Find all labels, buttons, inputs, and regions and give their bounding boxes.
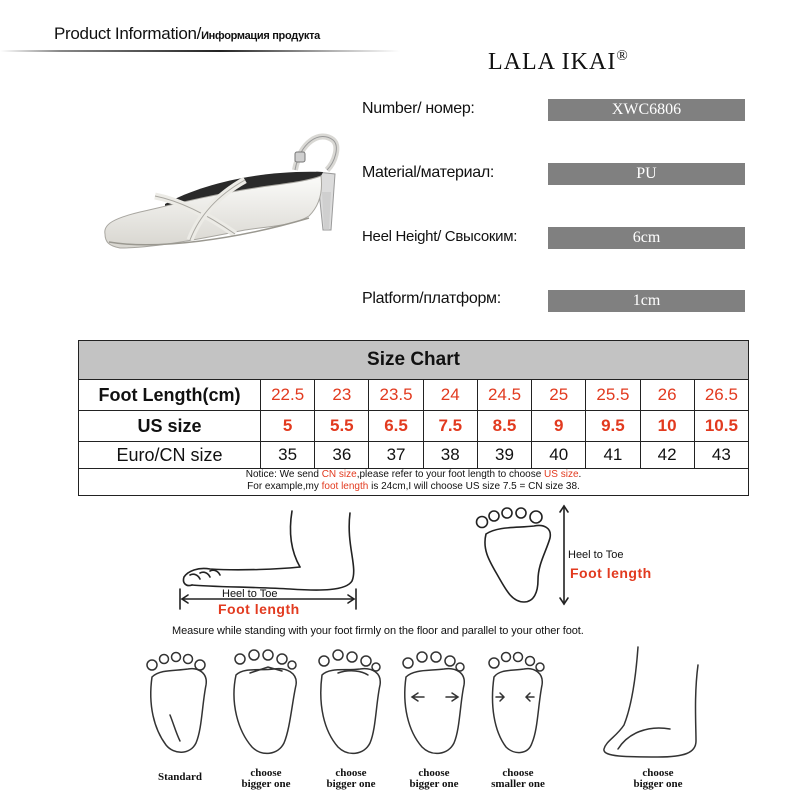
euro-size-label: Euro/CN size	[79, 442, 261, 468]
platform-value: 1cm	[548, 290, 745, 312]
us-size-cell: 8.5	[478, 411, 532, 441]
foot-narrow	[489, 653, 544, 753]
size-chart-title: Size Chart	[79, 341, 748, 380]
euro-size-cell: 39	[478, 442, 532, 468]
foot-flat	[403, 652, 464, 753]
number-label: Number/ номер:	[362, 100, 475, 117]
euro-size-cell: 37	[369, 442, 423, 468]
foot-length-cell: 24.5	[478, 380, 532, 410]
measure-instruction: Measure while standing with your foot firmly on the floor and parallel to your other foot.	[172, 625, 584, 637]
foot-length-row	[79, 380, 748, 411]
foot-length-caption-left: Foot length	[218, 601, 300, 617]
euro-size-row	[79, 442, 748, 469]
caption-choose-smaller: choose smaller one	[491, 767, 545, 790]
us-size-cell: 9	[532, 411, 586, 441]
foot-types-illustration	[128, 645, 728, 770]
foot-standard	[147, 653, 206, 753]
us-size-cell: 9.5	[586, 411, 640, 441]
size-chart-table	[78, 340, 749, 496]
us-size-cell: 6.5	[369, 411, 423, 441]
foot-length-caption-right: Foot length	[570, 565, 652, 581]
page-title	[54, 24, 320, 44]
heel-height-value: 6cm	[548, 227, 745, 249]
foot-length-cell: 23	[315, 380, 369, 410]
euro-size-cell: 35	[261, 442, 315, 468]
euro-size-cell: 42	[641, 442, 695, 468]
us-size-cell: 10	[641, 411, 695, 441]
platform-label: Platform/платформ:	[362, 290, 501, 307]
number-value: XWC6806	[548, 99, 745, 121]
title-en: Product Information/	[54, 24, 202, 43]
euro-size-cell: 40	[532, 442, 586, 468]
foot-length-cell: 25	[532, 380, 586, 410]
foot-length-cell: 22.5	[261, 380, 315, 410]
foot-length-label: Foot Length(cm)	[79, 380, 261, 410]
foot-length-cell: 23.5	[369, 380, 423, 410]
euro-size-cell: 36	[315, 442, 369, 468]
us-size-cell: 10.5	[704, 416, 738, 435]
heel-to-toe-caption-left: Heel to Toe	[222, 588, 278, 600]
foot-length-cell: 24	[424, 380, 478, 410]
caption-choose-bigger-2: choose bigger one	[326, 767, 376, 790]
caption-standard: Standard	[157, 771, 203, 783]
us-size-cell: 7.5	[424, 411, 478, 441]
material-label: Material/материал:	[362, 164, 495, 181]
euro-size-cell: 41	[586, 442, 640, 468]
us-size-cell: 5.5	[315, 411, 369, 441]
shoe-image	[95, 122, 345, 272]
material-value: PU	[548, 163, 745, 185]
foot-length-cell: 26.5	[704, 385, 738, 404]
brand-name: LALA IKAI	[488, 49, 617, 75]
us-size-cell: 5	[261, 411, 315, 441]
euro-size-cell: 38	[424, 442, 478, 468]
caption-choose-bigger-3: choose bigger one	[409, 767, 459, 790]
foot-high-instep	[604, 647, 698, 757]
foot-length-cell: 25.5	[586, 380, 640, 410]
foot-length-cell: 26	[641, 380, 695, 410]
caption-choose-bigger-4: choose bigger one	[633, 767, 683, 790]
foot-greek	[319, 650, 380, 753]
title-ru: Информация продукта	[201, 30, 320, 42]
registered-mark: ®	[616, 48, 629, 64]
header-divider	[0, 50, 400, 52]
heel-height-label: Heel Height/ Свысоким:	[362, 228, 518, 245]
euro-size-cell: 43	[711, 445, 731, 464]
heel-to-toe-caption-right: Heel to Toe	[568, 549, 624, 561]
size-chart-notes	[79, 469, 748, 493]
notice-text: Notice: We send CN size,please refer to your foot length to choose US size.	[245, 469, 582, 480]
caption-choose-bigger-1: choose bigger one	[241, 767, 291, 790]
brand-logo	[488, 48, 629, 76]
example-text: For example,my foot length is 24cm,I will choose US size 7.5 = CN size 38.	[247, 481, 580, 492]
us-size-row	[79, 411, 748, 442]
us-size-label: US size	[79, 411, 261, 441]
foot-wide	[234, 650, 296, 753]
